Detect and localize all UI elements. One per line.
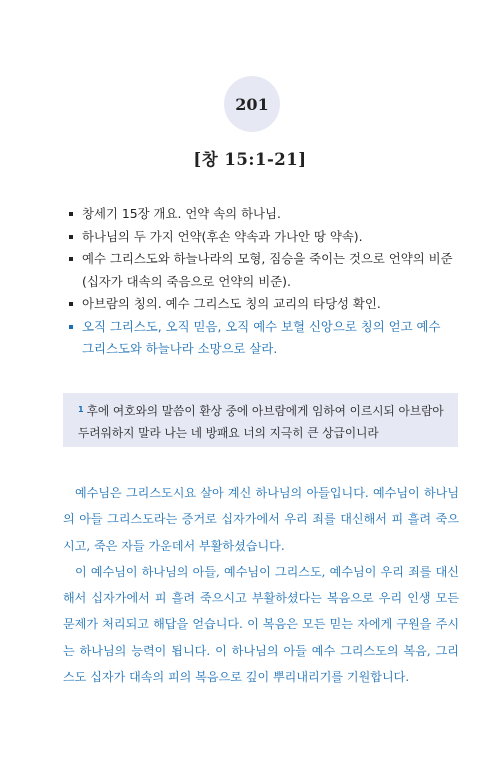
- summary-bullet-list: [68, 203, 453, 361]
- bullet-item: 하나님의 두 가지 언약(후손 약속과 가나안 땅 약속).: [68, 226, 453, 249]
- verse-text: 후에 여호와의 말씀이 환상 중에 아브람에게 임하여 이르시되 아브람아 두려워하지 말라 나는 네 방패요 너의 지극히 큰 상급이니라: [78, 404, 444, 440]
- scripture-verse-box: [63, 393, 458, 447]
- passage-title: [창 15:1-21]: [193, 150, 307, 169]
- verse-number: 1: [78, 405, 84, 414]
- commentary-paragraph: 예수님은 그리스도시요 살아 계신 하나님의 아들입니다. 예수님이 하나님의 아들 그리스도라는 증거로 십자가에서 우리 죄를 대신해서 피 흘려 죽으시고, 죽은 자들 가운데서 부활하셨습니다.: [63, 486, 459, 553]
- bullet-item-highlight: 오직 그리스도, 오직 믿음, 오직 예수 보혈 신앙으로 칭의 얻고 예수 그리스도와 하늘나라 소망으로 살라.: [68, 316, 453, 361]
- commentary-text: [63, 480, 459, 690]
- bullet-item: 창세기 15장 개요. 언약 속의 하나님.: [68, 203, 453, 226]
- page-number: 201: [235, 94, 269, 114]
- bullet-item: 아브람의 칭의. 예수 그리스도 칭의 교리의 타당성 확인.: [68, 293, 453, 316]
- page-number-badge: [224, 76, 280, 132]
- commentary-paragraph: 이 예수님이 하나님의 아들, 예수님이 그리스도, 예수님이 우리 죄를 대신해서 십자가에서 피 흘려 죽으시고 부활하셨다는 복음으로 우리 인생 모든 문제가 처리되고 해답을 얻습니다. 이 복음은 모든 믿는 자에게 구원을 주시는 하나님의 능력이 됩니다. 이 하나님의 아들 예수 그리스도의 복음, 그리스도 십자가 대속의 피의 복음으로 깊이 뿌리내리기를 기원합니다.: [63, 564, 459, 685]
- bullet-item: 예수 그리스도와 하늘나라의 모형, 짐승을 죽이는 것으로 언약의 비준(십자가 대속의 죽음으로 언약의 비준).: [68, 248, 453, 293]
